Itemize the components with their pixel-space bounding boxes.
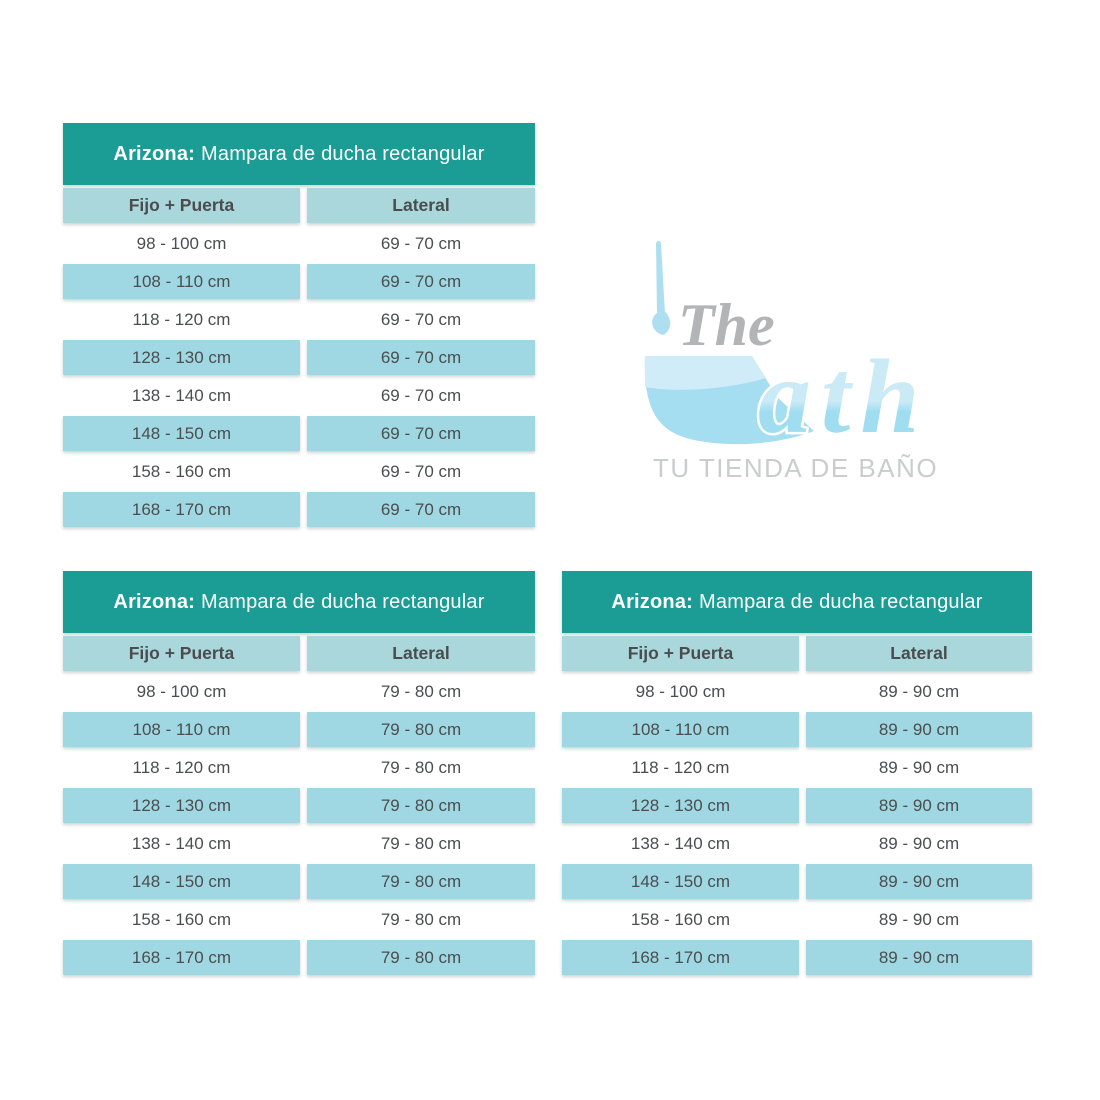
table-row (63, 750, 535, 788)
cell-fijo-puerta: 118 - 120 cm (132, 757, 231, 777)
column-header-row (63, 636, 535, 674)
column-header-fijo-puerta: Fijo + Puerta (63, 636, 300, 671)
table-title (562, 571, 1032, 633)
cell-fijo-puerta: 148 - 150 cm (63, 864, 300, 899)
table-row (63, 454, 535, 492)
thebath-logo (630, 235, 1050, 485)
cell-lateral: 79 - 80 cm (380, 681, 462, 701)
size-table-lateral-89-90 (562, 571, 1032, 978)
table-row (562, 788, 1032, 826)
cell-lateral: 79 - 80 cm (307, 940, 535, 975)
table-title-text: Mampara de ducha rectangular (201, 590, 485, 613)
cell-lateral: 69 - 70 cm (307, 416, 535, 451)
cell-lateral: 89 - 90 cm (878, 909, 960, 929)
size-table-lateral-79-80 (63, 571, 535, 978)
column-header-row (562, 636, 1032, 674)
table-row (562, 712, 1032, 750)
cell-lateral: 69 - 70 cm (307, 340, 535, 375)
cell-fijo-puerta: 128 - 130 cm (63, 788, 300, 823)
table-title-text: Mampara de ducha rectangular (201, 142, 485, 165)
cell-fijo-puerta: 98 - 100 cm (136, 681, 227, 701)
column-header-fijo-puerta: Fijo + Puerta (562, 636, 799, 671)
table-row (63, 302, 535, 340)
table-row (562, 864, 1032, 902)
shower-hose-icon (652, 241, 670, 335)
cell-fijo-puerta: 108 - 110 cm (562, 712, 799, 747)
cell-fijo-puerta: 158 - 160 cm (630, 909, 731, 929)
table-row (63, 788, 535, 826)
cell-lateral: 89 - 90 cm (806, 864, 1032, 899)
cell-lateral: 89 - 90 cm (878, 833, 960, 853)
table-row (63, 902, 535, 940)
table-row (63, 712, 535, 750)
table-row (562, 940, 1032, 978)
table-title-brand: Arizona: (611, 590, 694, 613)
cell-fijo-puerta: 168 - 170 cm (562, 940, 799, 975)
cell-lateral: 79 - 80 cm (380, 909, 462, 929)
cell-lateral: 89 - 90 cm (878, 757, 960, 777)
cell-fijo-puerta: 138 - 140 cm (630, 833, 731, 853)
cell-lateral: 89 - 90 cm (878, 681, 960, 701)
column-header-lateral: Lateral (307, 636, 535, 671)
cell-fijo-puerta: 118 - 120 cm (132, 309, 231, 329)
table-row (63, 264, 535, 302)
cell-fijo-puerta: 118 - 120 cm (631, 757, 730, 777)
size-table-lateral-69-70 (63, 123, 535, 530)
table-title-brand: Arizona: (113, 590, 196, 613)
column-header-fijo-puerta: Fijo + Puerta (63, 188, 300, 223)
cell-fijo-puerta: 98 - 100 cm (635, 681, 726, 701)
cell-fijo-puerta: 148 - 150 cm (562, 864, 799, 899)
cell-lateral: 89 - 90 cm (806, 940, 1032, 975)
table-row (63, 226, 535, 264)
column-header-row (63, 188, 535, 226)
logo-word-ath: ath (758, 338, 930, 455)
cell-lateral: 79 - 80 cm (307, 864, 535, 899)
cell-fijo-puerta: 108 - 110 cm (63, 264, 300, 299)
cell-fijo-puerta: 138 - 140 cm (131, 385, 232, 405)
table-row (63, 940, 535, 978)
cell-lateral: 79 - 80 cm (380, 757, 462, 777)
table-row (562, 902, 1032, 940)
table-row (63, 826, 535, 864)
cell-fijo-puerta: 128 - 130 cm (63, 340, 300, 375)
cell-fijo-puerta: 138 - 140 cm (131, 833, 232, 853)
logo-word-the: The (678, 292, 775, 358)
cell-fijo-puerta: 158 - 160 cm (131, 909, 232, 929)
cell-fijo-puerta: 168 - 170 cm (63, 940, 300, 975)
table-title-text: Mampara de ducha rectangular (699, 590, 983, 613)
cell-fijo-puerta: 98 - 100 cm (136, 233, 227, 253)
cell-lateral: 69 - 70 cm (380, 461, 462, 481)
table-row (63, 378, 535, 416)
cell-lateral: 89 - 90 cm (806, 712, 1032, 747)
cell-fijo-puerta: 158 - 160 cm (131, 461, 232, 481)
table-title (63, 123, 535, 185)
table-row (562, 750, 1032, 788)
cell-fijo-puerta: 168 - 170 cm (63, 492, 300, 527)
cell-lateral: 79 - 80 cm (380, 833, 462, 853)
table-row (63, 340, 535, 378)
table-title (63, 571, 535, 633)
table-title-brand: Arizona: (113, 142, 196, 165)
cell-lateral: 89 - 90 cm (806, 788, 1032, 823)
cell-lateral: 79 - 80 cm (307, 712, 535, 747)
cell-lateral: 69 - 70 cm (307, 492, 535, 527)
column-header-lateral: Lateral (806, 636, 1032, 671)
table-row (63, 864, 535, 902)
cell-lateral: 69 - 70 cm (307, 264, 535, 299)
table-row (63, 416, 535, 454)
table-row (63, 492, 535, 530)
cell-lateral: 69 - 70 cm (380, 233, 462, 253)
table-row (562, 826, 1032, 864)
cell-lateral: 79 - 80 cm (307, 788, 535, 823)
cell-lateral: 69 - 70 cm (380, 385, 462, 405)
column-header-lateral: Lateral (307, 188, 535, 223)
cell-fijo-puerta: 128 - 130 cm (562, 788, 799, 823)
table-row (562, 674, 1032, 712)
logo-tagline: TU TIENDA DE BAÑO (653, 453, 939, 483)
cell-fijo-puerta: 108 - 110 cm (63, 712, 300, 747)
cell-lateral: 69 - 70 cm (380, 309, 462, 329)
table-row (63, 674, 535, 712)
cell-fijo-puerta: 148 - 150 cm (63, 416, 300, 451)
